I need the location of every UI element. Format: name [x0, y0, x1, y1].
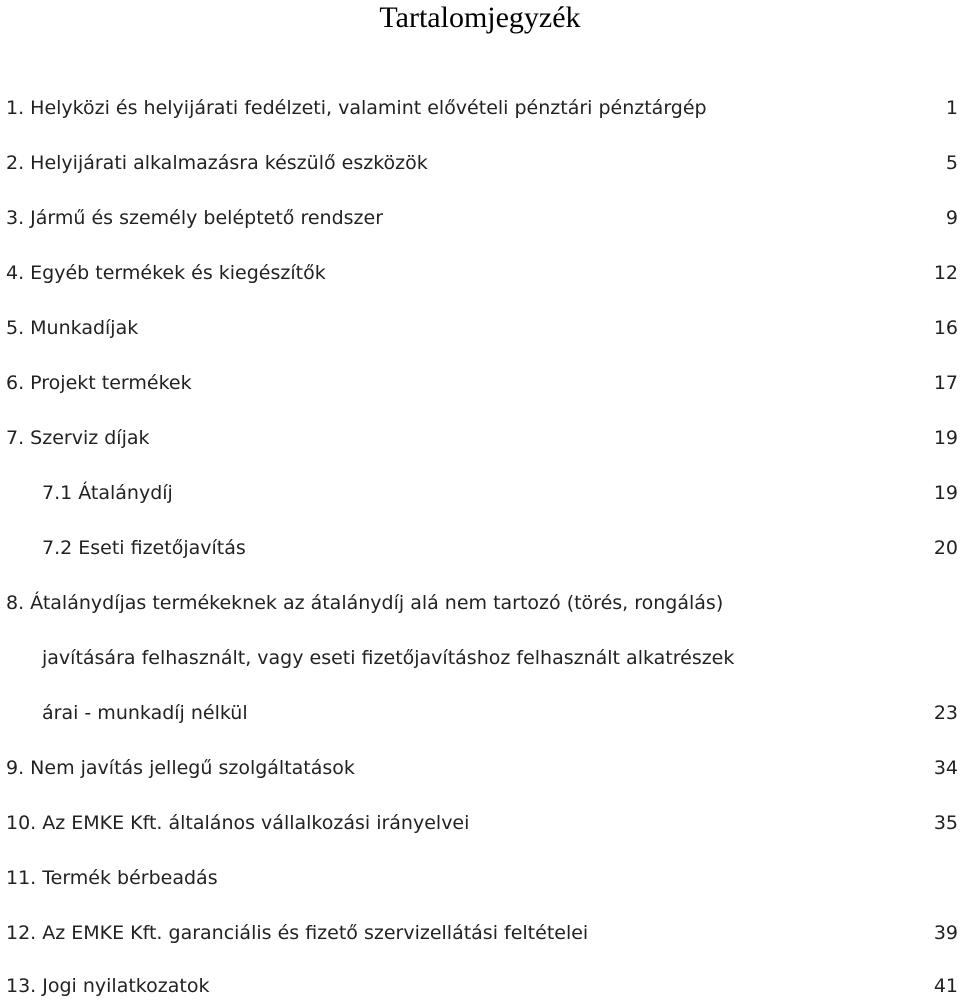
toc-entry-label: 3. Jármű és személy beléptető rendszer	[6, 207, 384, 229]
toc-entry-13[interactable]	[0, 972, 958, 1000]
toc-entry-page: 17	[933, 372, 958, 394]
toc-entry-label: javítására felhasznált, vagy eseti fizetőjavításhoz felhasznált alkatrészek	[42, 647, 735, 669]
toc-entry-page: 34	[933, 757, 958, 779]
toc-entry-6[interactable]	[0, 369, 958, 397]
toc-entry-page: 12	[933, 262, 958, 284]
toc-entry-8-line-2[interactable]	[0, 644, 958, 672]
toc-entry-label: 8. Átalánydíjas termékeknek az átalánydíj alá nem tartozó (törés, rongálás)	[6, 592, 724, 614]
toc-entry-10[interactable]	[0, 809, 958, 837]
toc-entry-page: 41	[933, 975, 958, 997]
toc-entry-3[interactable]	[0, 204, 958, 232]
toc-entry-1[interactable]	[0, 94, 958, 122]
toc-entry-page: 16	[933, 317, 958, 339]
toc-entry-label: 5. Munkadíjak	[6, 317, 139, 339]
toc-entry-label: 7.1 Átalánydíj	[42, 482, 173, 504]
toc-entry-page: 5	[945, 152, 958, 174]
toc-entry-4[interactable]	[0, 259, 958, 287]
toc-entry-12[interactable]	[0, 919, 958, 947]
toc-entry-label: 7. Szerviz díjak	[6, 427, 150, 449]
toc-entry-7[interactable]	[0, 424, 958, 452]
toc-entry-11[interactable]	[0, 864, 958, 892]
toc-entry-page: 1	[945, 97, 958, 119]
toc-entry-9[interactable]	[0, 754, 958, 782]
toc-entry-page: 35	[933, 812, 958, 834]
toc-entry-2[interactable]	[0, 149, 958, 177]
toc-entry-label: 1. Helyközi és helyijárati fedélzeti, valamint elővételi pénztári pénztárgép	[6, 97, 707, 119]
toc-entry-page: 20	[933, 537, 958, 559]
toc-entry-7-2[interactable]	[0, 534, 958, 562]
toc-entry-label: 4. Egyéb termékek és kiegészítők	[6, 262, 326, 284]
toc-entry-page: 9	[945, 207, 958, 229]
toc-entry-5[interactable]	[0, 314, 958, 342]
toc-entry-label: 13. Jogi nyilatkozatok	[6, 975, 210, 997]
toc-entry-page: 19	[933, 427, 958, 449]
toc-entry-page: 23	[933, 702, 958, 724]
toc-entry-8-line-3[interactable]	[0, 699, 958, 727]
toc-entry-page: 19	[933, 482, 958, 504]
toc-entry-8-line-1[interactable]	[0, 589, 958, 617]
toc-entry-page: 39	[933, 922, 958, 944]
toc-entry-label: árai - munkadíj nélkül	[42, 702, 248, 724]
toc-entry-label: 9. Nem javítás jellegű szolgáltatások	[6, 757, 355, 779]
toc-entry-label: 10. Az EMKE Kft. általános vállalkozási irányelvei	[6, 812, 470, 834]
page-title: Tartalomjegyzék	[379, 1, 581, 34]
toc-entry-label: 12. Az EMKE Kft. garanciális és fizető szervizellátási feltételei	[6, 922, 589, 944]
toc-entry-7-1[interactable]	[0, 479, 958, 507]
toc-entry-label: 2. Helyijárati alkalmazásra készülő eszközök	[6, 152, 428, 174]
toc-entry-label: 7.2 Eseti fizetőjavítás	[42, 537, 246, 559]
toc-entry-label: 11. Termék bérbeadás	[6, 867, 218, 889]
toc-entry-label: 6. Projekt termékek	[6, 372, 192, 394]
